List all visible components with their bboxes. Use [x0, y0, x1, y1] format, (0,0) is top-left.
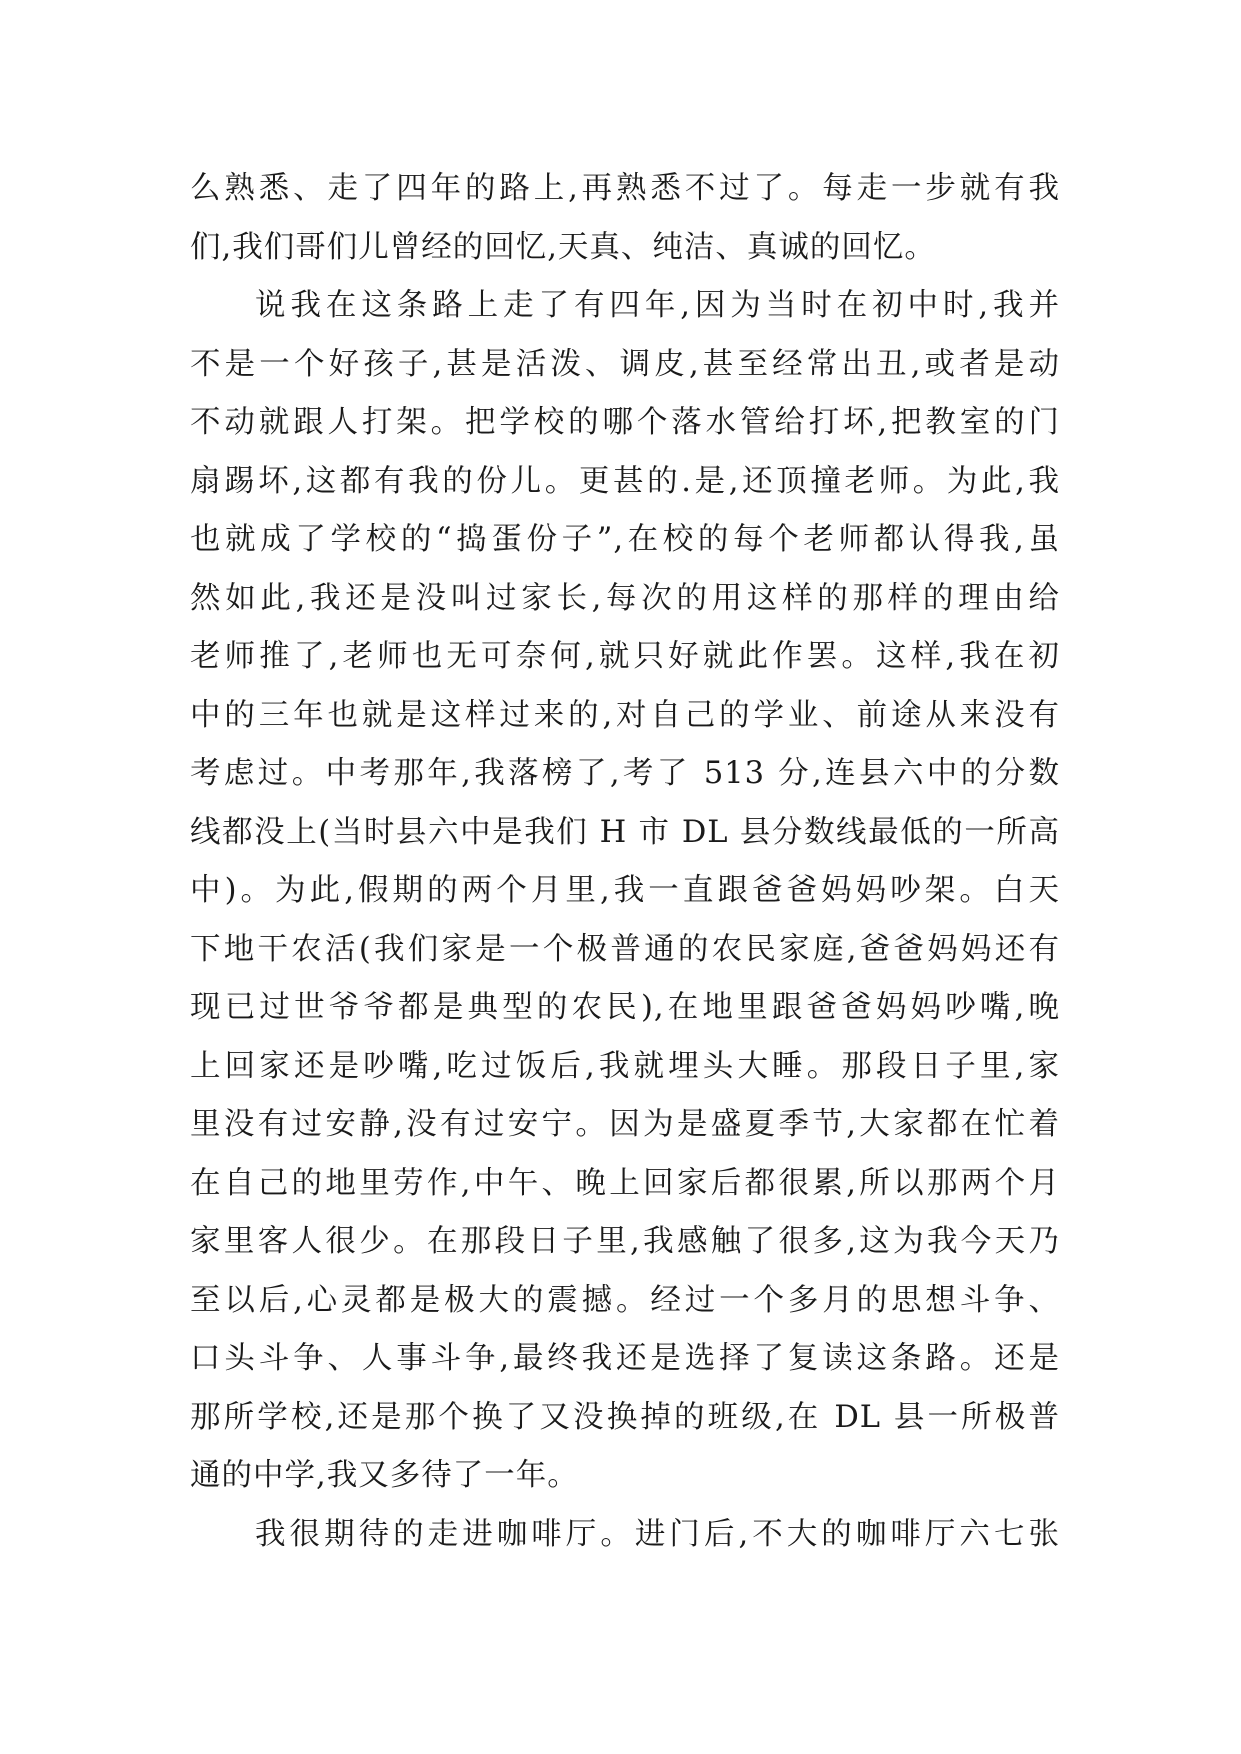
text-line: 中)。为此,假期的两个月里,我一直跟爸爸妈妈吵架。白天 — [190, 873, 1060, 908]
text-line: 么熟悉、走了四年的路上,再熟悉不过了。每走一步就有我 — [190, 171, 1060, 206]
text-line: 不动就跟人打架。把学校的哪个落水管给打坏,把教室的门 — [190, 405, 1060, 440]
text-line: 扇踢坏,这都有我的份儿。更甚的.是,还顶撞老师。为此,我 — [190, 463, 1060, 499]
text-line: 下地干农活(我们家是一个极普通的农民家庭,爸爸妈妈还有 — [190, 931, 1060, 967]
text-line: 然如此,我还是没叫过家长,每次的用这样的那样的理由给 — [190, 580, 1060, 616]
text-line: 不是一个好孩子,甚是活泼、调皮,甚至经常出丑,或者是动 — [190, 346, 1060, 382]
text-line: 们,我们哥们儿曾经的回忆,天真、纯洁、真诚的回忆。 — [190, 229, 936, 265]
text-line: 里没有过安静,没有过安宁。因为是盛夏季节,大家都在忙着 — [190, 1107, 1060, 1142]
text-line: 那所学校,还是那个换了又没换掉的班级,在 DL 县一所极普 — [190, 1399, 1060, 1435]
text-line: 家里客人很少。在那段日子里,我感触了很多,这为我今天乃 — [190, 1224, 1060, 1259]
body-text — [190, 160, 1060, 1564]
text-line: 考虑过。中考那年,我落榜了,考了 513 分,连县六中的分数 — [190, 756, 1060, 791]
text-line: 也就成了学校的“捣蛋份子”,在校的每个老师都认得我,虽 — [190, 522, 1060, 557]
text-line: 上回家还是吵嘴,吃过饭后,我就埋头大睡。那段日子里,家 — [190, 1048, 1060, 1084]
text-line: 现已过世爷爷都是典型的农民),在地里跟爸爸妈妈吵嘴,晚 — [190, 990, 1060, 1025]
text-line: 在自己的地里劳作,中午、晚上回家后都很累,所以那两个月 — [190, 1165, 1060, 1201]
text-line: 至以后,心灵都是极大的震撼。经过一个多月的思想斗争、 — [190, 1282, 1060, 1318]
text-line: 线都没上(当时县六中是我们 H 市 DL 县分数线最低的一所高 — [190, 814, 1060, 850]
paragraph-start-line: 说我在这条路上走了有四年,因为当时在初中时,我并 — [255, 288, 1060, 323]
paragraph-start-line: 我很期待的走进咖啡厅。进门后,不大的咖啡厅六七张 — [255, 1516, 1060, 1552]
text-line: 通的中学,我又多待了一年。 — [190, 1458, 579, 1493]
text-line: 中的三年也就是这样过来的,对自己的学业、前途从来没有 — [190, 697, 1060, 733]
text-line: 口头斗争、人事斗争,最终我还是选择了复读这条路。还是 — [190, 1341, 1060, 1376]
text-line: 老师推了,老师也无可奈何,就只好就此作罢。这样,我在初 — [190, 639, 1060, 674]
